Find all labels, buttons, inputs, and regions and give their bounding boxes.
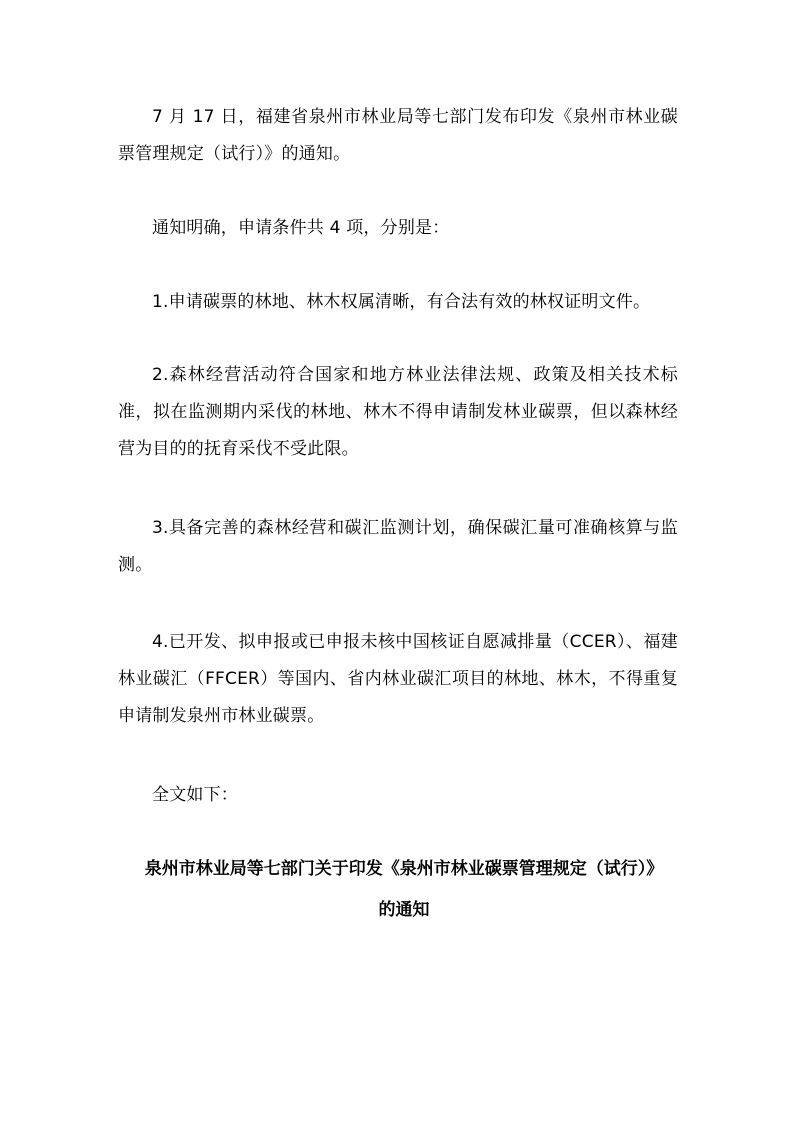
notice-title-line-1: 泉州市林业局等七部门关于印发《泉州市林业碳票管理规定（试行）》 [144,859,664,879]
paragraph-conditions-summary: 通知明确，申请条件共 4 项，分别是： [152,218,450,238]
paragraph-condition-3: 3.具备完善的森林经营和碳汇监测计划，确保碳汇量可准确核算与监测。 [118,518,678,575]
paragraph-condition-4: 4.已开发、拟申报或已申报未核中国核证自愿减排量（CCER）、福建林业碳汇（FFCER）等国内、省内林业碳汇项目的林地、林木，不得重复申请制发泉州市林业碳票。 [118,632,678,726]
paragraph-condition-2: 2.森林经营活动符合国家和地方林业法律法规、政策及相关技术标准，拟在监测期内采伐的林地、林木不得申请制发林业碳票，但以森林经营为目的的抚育采伐不受此限。 [118,365,678,459]
paragraph-intro: 7 月 17 日，福建省泉州市林业局等七部门发布印发《泉州市林业碳票管理规定（试行）》的通知。 [118,107,678,164]
paragraph-full-text-intro: 全文如下： [152,785,238,805]
notice-title-line-2: 的通知 [378,900,430,920]
paragraph-condition-1: 1.申请碳票的林地、林木权属清晰，有合法有效的林权证明文件。 [152,292,651,312]
